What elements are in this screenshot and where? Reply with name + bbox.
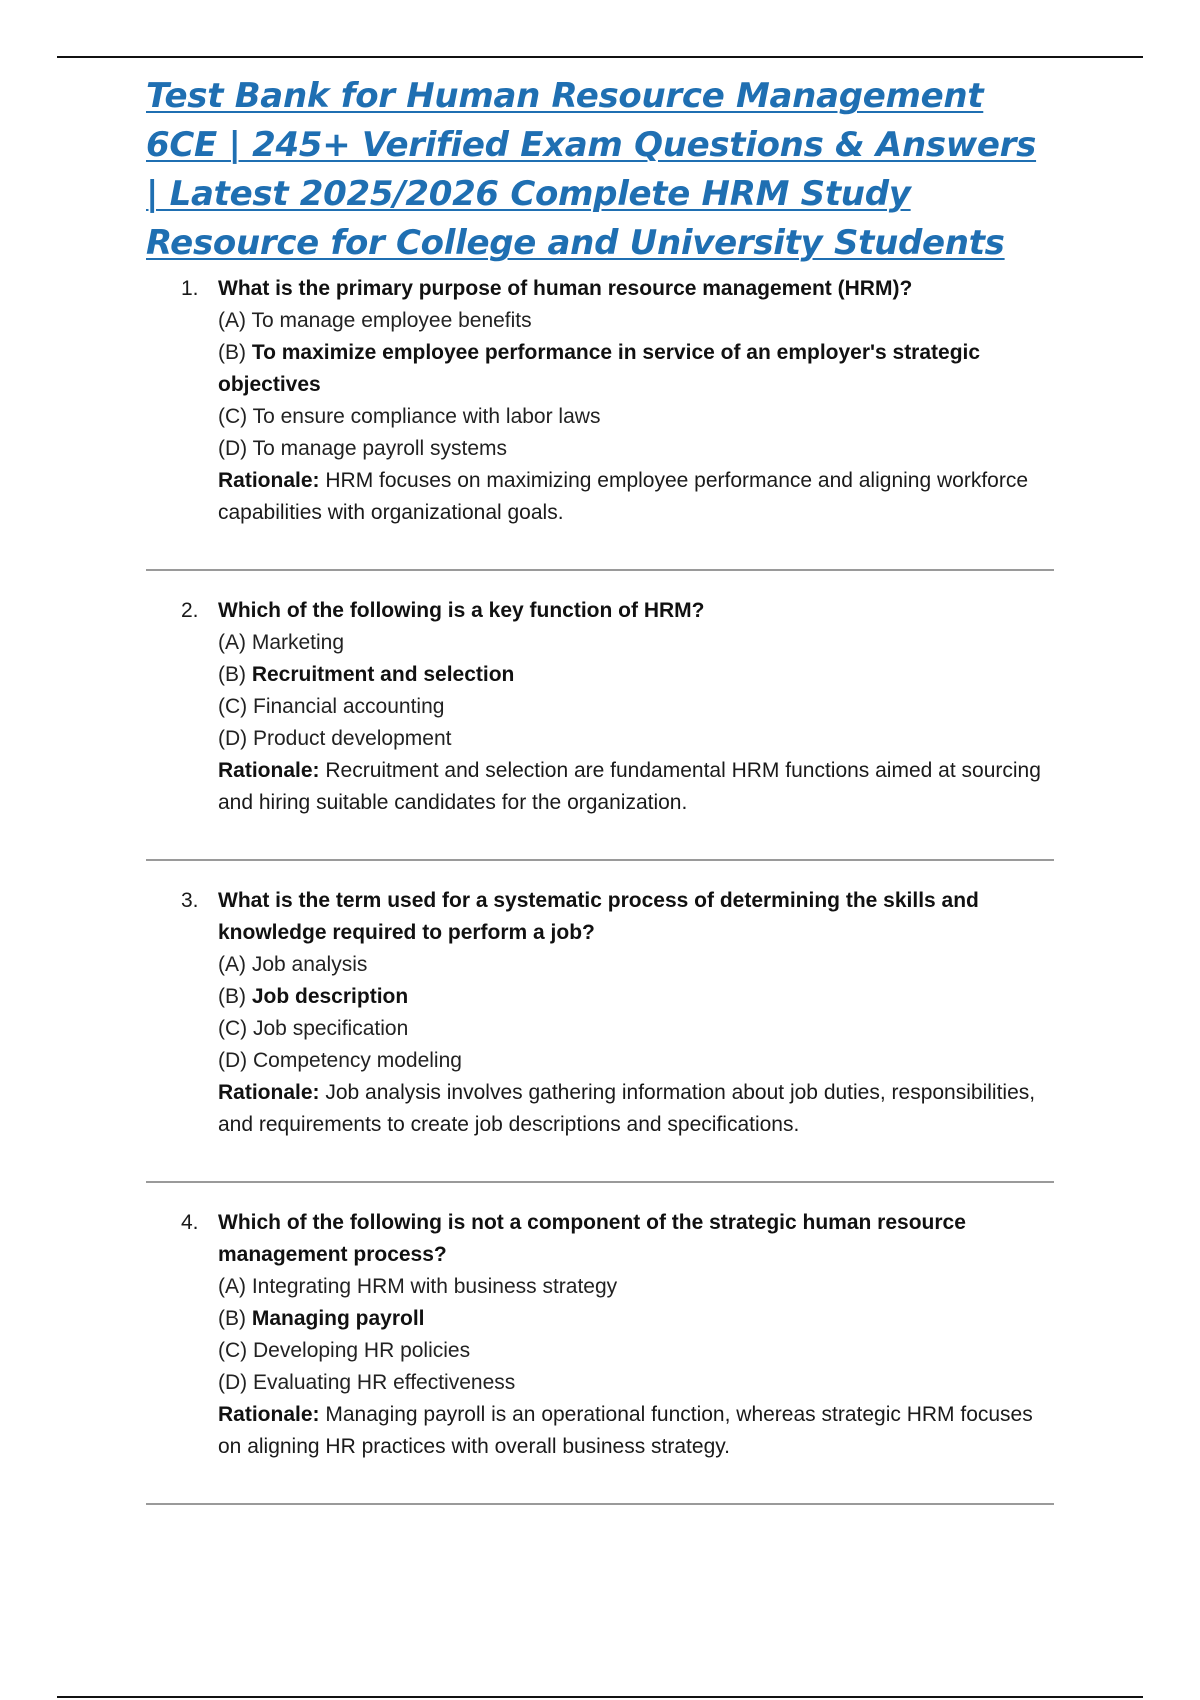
question-divider (146, 569, 1054, 571)
rationale (218, 755, 1056, 819)
question-3 (146, 885, 1056, 1141)
option-letter: (D) (218, 437, 253, 460)
option-text: To manage employee benefits (251, 309, 532, 332)
option-letter: (B) (218, 1307, 252, 1330)
option-letter: (C) (218, 1017, 253, 1040)
rationale-label: Rationale: (218, 469, 320, 492)
question-divider (146, 859, 1054, 861)
option-letter: (B) (218, 341, 252, 364)
option-a (218, 305, 1056, 337)
option-b (218, 337, 1056, 401)
question-number: 3. (181, 889, 199, 912)
option-letter: (B) (218, 985, 252, 1008)
question-text: What is the primary purpose of human resource management (HRM)? (218, 277, 913, 300)
question-4 (146, 1207, 1056, 1463)
rationale-text: Recruitment and selection are fundamental HRM functions aimed at sourcing and hiring suitable candidates for the organization. (218, 759, 1041, 814)
question-1 (146, 273, 1056, 529)
option-d (218, 433, 1056, 465)
option-d (218, 1367, 1056, 1399)
option-c (218, 691, 1056, 723)
option-d (218, 1045, 1056, 1077)
option-text: Financial accounting (253, 695, 445, 718)
question-number: 1. (181, 277, 199, 300)
option-text: Product development (253, 727, 452, 750)
correct-option-text: Managing payroll (251, 1307, 425, 1330)
rationale-label: Rationale: (218, 759, 320, 782)
option-letter: (B) (218, 663, 252, 686)
option-b (218, 659, 1056, 691)
rationale-text: Managing payroll is an operational function, whereas strategic HRM focuses on aligning HR practices with overall business strategy. (218, 1403, 1033, 1458)
option-letter: (D) (218, 1371, 253, 1394)
option-c (218, 1013, 1056, 1045)
question-divider (146, 1181, 1054, 1183)
question-text: What is the term used for a systematic process of determining the skills and knowledge required to perform a job? (218, 889, 979, 944)
option-letter: (A) (218, 953, 252, 976)
option-text: Job analysis (251, 953, 368, 976)
option-b (218, 981, 1056, 1013)
question-text: Which of the following is not a component of the strategic human resource management process? (218, 1211, 966, 1266)
rationale-text: HRM focuses on maximizing employee performance and aligning workforce capabilities with organizational goals. (218, 469, 1029, 524)
rationale (218, 1399, 1056, 1463)
question-text: Which of the following is a key function of HRM? (218, 599, 705, 622)
option-text: Competency modeling (253, 1049, 462, 1072)
option-text: To manage payroll systems (252, 437, 508, 460)
option-text: Evaluating HR effectiveness (253, 1371, 516, 1394)
question-divider (146, 1503, 1054, 1505)
option-text: Developing HR policies (253, 1339, 471, 1362)
rationale-text: Job analysis involves gathering information about job duties, responsibilities, and requirements to create job descriptions and specifications. (218, 1081, 1036, 1136)
option-a (218, 627, 1056, 659)
rationale-label: Rationale: (218, 1403, 320, 1426)
option-text: Job specification (253, 1017, 409, 1040)
option-letter: (D) (218, 727, 253, 750)
option-a (218, 949, 1056, 981)
option-text: Integrating HRM with business strategy (251, 1275, 618, 1298)
option-letter: (C) (218, 695, 253, 718)
option-text: To ensure compliance with labor laws (252, 405, 601, 428)
option-letter: (D) (218, 1049, 253, 1072)
question-number: 4. (181, 1211, 199, 1234)
option-d (218, 723, 1056, 755)
option-letter: (A) (218, 1275, 252, 1298)
question-2 (146, 595, 1056, 819)
option-letter: (C) (218, 1339, 253, 1362)
correct-option-text: To maximize employee performance in service of an employer's strategic objectives (218, 341, 981, 396)
rationale (218, 1077, 1056, 1141)
option-c (218, 1335, 1056, 1367)
correct-option-text: Job description (251, 985, 409, 1008)
question-number: 2. (181, 599, 199, 622)
document-body (146, 72, 1056, 1505)
rationale (218, 465, 1056, 529)
option-letter: (A) (218, 309, 252, 332)
option-b (218, 1303, 1056, 1335)
option-letter: (A) (218, 631, 252, 654)
rationale-label: Rationale: (218, 1081, 320, 1104)
option-letter: (C) (218, 405, 253, 428)
option-c (218, 401, 1056, 433)
page-top-rule (57, 56, 1143, 58)
option-a (218, 1271, 1056, 1303)
document-title-link[interactable]: Test Bank for Human Resource Management 6CE | 245+ Verified Exam Questions & Answers | Latest 2025/2026 Complete HRM Study Resource for College and University Students (146, 76, 1037, 263)
page-bottom-rule (57, 1696, 1143, 1698)
option-text: Marketing (251, 631, 345, 654)
correct-option-text: Recruitment and selection (251, 663, 515, 686)
